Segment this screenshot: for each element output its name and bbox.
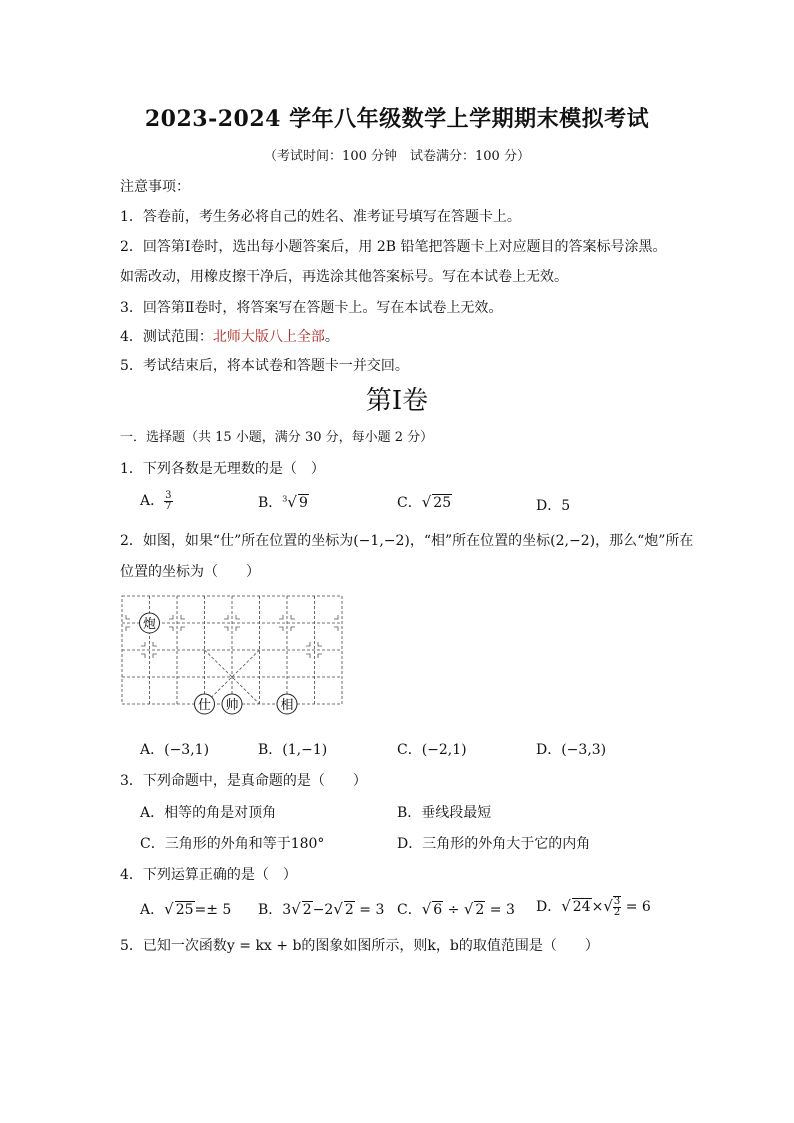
q4-option-d: D．√ 24×√ $\frac{3}{2}$ = 6 [536,896,651,918]
chess-board [115,590,355,720]
q2-option-b: B．(1,−1) [258,742,328,758]
q2-option-c: C．(−2,1) [397,742,467,758]
q4-option-b: B．3√ 2−2√ 2 = 3 [258,900,385,918]
radicand: 2 [475,902,485,918]
option-label: C． [397,495,422,511]
q3-option-d: D．三角形的外角大于它的内角 [397,836,591,852]
piece-shi [195,694,215,714]
piece-shi-label: 仕 [197,698,212,713]
note-4-scope: 北师大版八上全部 [212,329,325,345]
piece-pao [140,613,160,633]
numerator: 3 [613,896,621,907]
piece-xiang-label: 相 [280,698,294,713]
q2-option-d: D．(−3,3) [536,742,607,758]
root-index: 3 [282,494,288,504]
q4-option-c: C．√ 6 ÷ √ 2 = 3 [397,900,515,918]
q3-option-a: A．相等的角是对顶角 [140,805,277,821]
operator: −2 [312,902,334,918]
note-4-suffix: 。 [324,329,339,345]
expression-rest: = 6 [621,899,651,915]
radicand: 2 [302,902,312,918]
note-4 [120,326,339,346]
note-5: 5．考试结束后，将本试卷和答题卡一并交回。 [120,358,409,374]
radicand: 6 [433,902,443,918]
q1-option-b: B．$^3$√ 9 [258,493,308,511]
option-label: A． [140,902,165,918]
note-4-prefix: 4．测试范围： [120,329,213,345]
fraction [164,491,172,512]
numerator: 3 [165,489,172,501]
piece-shuai-label: 帅 [225,698,239,713]
q2-option-a: A．(−3,1) [140,742,210,758]
operator: × [591,899,604,915]
coefficient: 3 [282,902,292,918]
option-label: B． [258,902,283,918]
q1-option-d [536,495,570,515]
q4-option-a: A．√ 25=± 5 [140,900,232,918]
chess-board-figure [115,590,355,720]
section-title: 第Ⅰ卷 [365,386,429,416]
option-label: C． [397,902,422,918]
expression-rest: = 3 [354,902,385,918]
operator: ÷ [443,902,464,918]
radicand: 25 [175,902,194,918]
q1-option-c: C．√ 25 [397,493,452,511]
note-1: 1．答卷前，考生务必将自己的姓名、准考证号填写在答题卡上。 [120,209,521,225]
q4-stem: 4．下列运算正确的是（ ） [120,867,297,883]
part-heading: 一．选择题（共 15 小题，满分 30 分，每小题 2 分） [120,430,434,445]
denominator: 2 [613,907,621,918]
piece-pao-label: 炮 [142,617,157,632]
piece-xiang [277,694,297,714]
option-label: B． [258,495,283,511]
q3-option-b: B．垂线段最短 [397,805,492,821]
radicand: 25 [433,495,452,511]
radicand: 24 [572,899,591,915]
radicand: 2 [344,902,354,918]
exam-info: （考试时间：100 分钟 试卷满分：100 分） [264,149,530,164]
q1-option-a [140,490,173,512]
option-label: D． [536,498,562,514]
expression-rest: = 3 [485,902,515,918]
q3-stem: 3．下列命题中，是真命题的是（ ） [120,773,367,789]
radicand: 9 [298,495,308,511]
q5-stem: 5．已知一次函数y = kx + b的图象如图所示，则k，b的取值范围是（ ） [120,938,599,954]
q2-stem-1: 2．如图，如果“仕”所在位置的坐标为(−1,−2)，“相”所在位置的坐标(2,−2)，那么“炮”所在 [120,533,694,549]
page-title: 2023-2024 学年八年级数学上学期期末模拟考试 [144,106,650,132]
option-label: D． [536,899,562,915]
notes-heading: 注意事项： [120,179,190,195]
note-2a: 2．回答第Ⅰ卷时，选出每小题答案后，用 2B 铅笔把答题卡上对应题目的答案标号涂黑。 [120,239,667,255]
q3-option-c: C．三角形的外角和等于180° [140,836,325,852]
note-3: 3．回答第Ⅱ卷时，将答案写在答题卡上。写在本试卷上无效。 [120,300,503,316]
q2-stem-2: 位置的坐标为（ ） [120,564,260,580]
note-2b: 如需改动，用橡皮擦干净后，再选涂其他答案标号。写在本试卷上无效。 [120,269,568,285]
expression-rest: =± 5 [194,902,232,918]
piece-shuai [222,694,242,714]
option-value: 5 [561,498,571,514]
q1-stem: 1．下列各数是无理数的是（ ） [120,461,325,477]
denominator: 7 [165,500,172,512]
option-label: A． [140,493,165,509]
